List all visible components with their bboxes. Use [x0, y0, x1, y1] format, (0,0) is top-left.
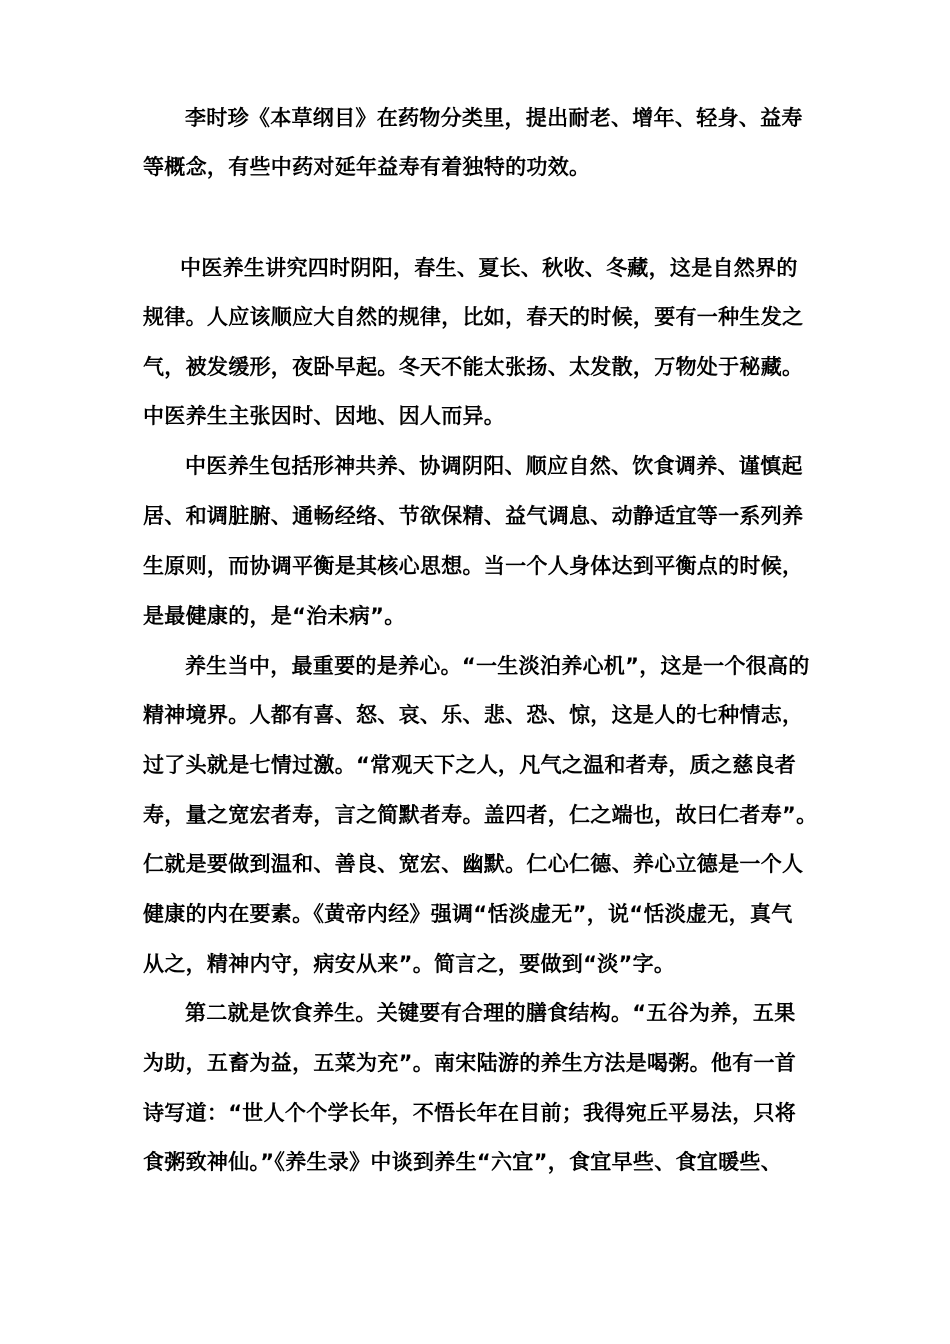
- paragraph-2-line-3: 气，被发缓形，夜卧早起。冬天不能太张扬、太发散，万物处于秘藏。: [143, 355, 804, 379]
- paragraph-4-line-7: 从之，精神内守，病安从来”。简言之，要做到“淡”字。: [143, 952, 676, 976]
- paragraph-2-line-1: 中医养生讲究四时阴阳，春生、夏长、秋收、冬藏，这是自然界的: [180, 256, 798, 280]
- paragraph-4-line-4: 寿，量之宽宏者寿，言之简默者寿。盖四者，仁之端也，故曰仁者寿”。: [143, 803, 818, 827]
- paragraph-4-line-1: 养生当中，最重要的是养心。“一生淡泊养心机”，这是一个很高的: [185, 654, 810, 678]
- paragraph-2-line-4: 中医养生主张因时、因地、因人而异。: [143, 404, 506, 428]
- paragraph-3-line-4: 是最健康的，是“治未病”。: [143, 604, 406, 628]
- paragraph-4-line-5: 仁就是要做到温和、善良、宽宏、幽默。仁心仁德、养心立德是一个人: [143, 852, 804, 876]
- paragraph-5-line-3: 诗写道：“世人个个学长年，不悟长年在目前；我得宛丘平易法，只将: [143, 1101, 797, 1125]
- paragraph-4-line-6: 健康的内在要素。《黄帝内经》强调“恬淡虚无”，说“恬淡虚无，真气: [143, 902, 793, 926]
- paragraph-5-line-4: 食粥致神仙。”《养生录》中谈到养生“六宜”，食宜早些、食宜暖些、: [143, 1150, 783, 1174]
- paragraph-4-line-3: 过了头就是七情过激。“常观天下之人，凡气之温和者寿，质之慈良者: [143, 753, 797, 777]
- paragraph-1-line-1: 李时珍《本草纲目》在药物分类里，提出耐老、增年、轻身、益寿: [185, 106, 803, 130]
- paragraph-2-line-2: 规律。人应该顺应大自然的规律，比如，春天的时候，要有一种生发之: [143, 305, 804, 329]
- paragraph-3-line-1: 中医养生包括形神共养、协调阴阳、顺应自然、饮食调养、谨慎起: [185, 454, 803, 478]
- paragraph-5-line-2: 为助，五畜为益，五菜为充”。南宋陆游的养生方法是喝粥。他有一首: [143, 1051, 797, 1075]
- paragraph-1-line-2: 等概念，有些中药对延年益寿有着独特的功效。: [143, 155, 591, 179]
- paragraph-3-line-3: 生原则，而协调平衡是其核心思想。当一个人身体达到平衡点的时候，: [143, 554, 804, 578]
- paragraph-5-line-1: 第二就是饮食养生。关键要有合理的膳食结构。“五谷为养，五果: [185, 1001, 796, 1025]
- paragraph-3-line-2: 居、和调脏腑、通畅经络、节欲保精、益气调息、动静适宜等一系列养: [143, 504, 804, 528]
- paragraph-4-line-2: 精神境界。人都有喜、怒、哀、乐、悲、恐、惊，这是人的七种情志，: [143, 703, 804, 727]
